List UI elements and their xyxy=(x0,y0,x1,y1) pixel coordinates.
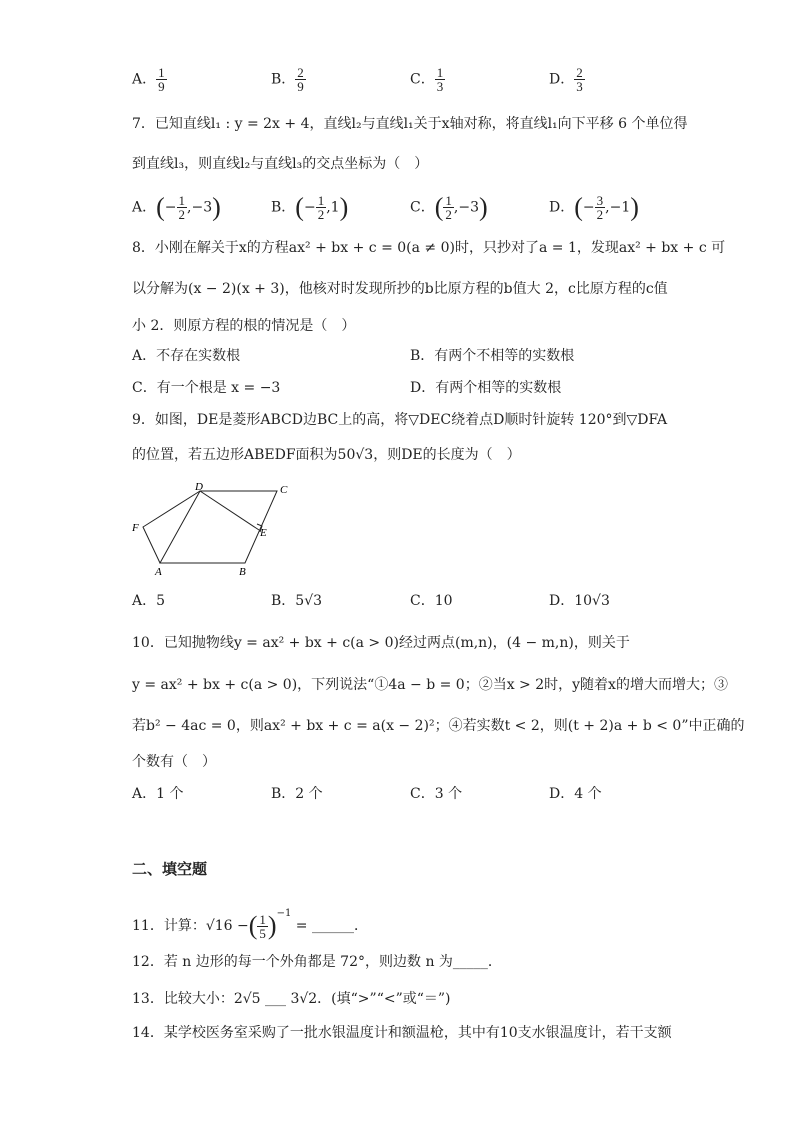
vertex-c-label: C xyxy=(280,484,288,496)
q9-rhombus-figure xyxy=(125,475,305,580)
q7-stem-line1: 7．已知直线l₁ : y = 2x + 4，直线l₂与直线l₁关于x轴对称，将直线l₁向下平移 6 个单位得 xyxy=(132,116,688,132)
q13-stem: 13．比较大小：2√5 ___ 3√2．(填“>”“<”或“＝”) xyxy=(132,991,451,1007)
q8-stem-line3: 小 2．则原方程的根的情况是（ ） xyxy=(132,318,356,334)
q11-stem: 11．计算：√16 −( $\frac{1}{5}$ )$^{-1}$ = ______． xyxy=(132,908,368,941)
q10-stem-line2: y = ax² + bx + c(a > 0)，下列说法“①4a − b = 0；②当x > 2时，y随着x的增大而增大；③ xyxy=(132,677,728,693)
q8-option-d: D．有两个相等的实数根 xyxy=(410,380,562,396)
vertex-d-label: D xyxy=(195,481,203,493)
q7-stem-line2: 到直线l₃，则直线l₂与直线l₃的交点坐标为（ ） xyxy=(132,156,429,172)
q7-option-b: B．(− $\frac{1}{2}$ ,1) xyxy=(271,192,349,222)
q6-option-c: C． $\frac{1}{3}$ xyxy=(410,65,444,94)
vertex-b-label: B xyxy=(239,566,246,578)
section-title-fill-in: 二、填空题 xyxy=(132,860,208,878)
q9-option-c: C．10 xyxy=(410,593,453,609)
q10-option-a: A．1 个 xyxy=(132,786,184,802)
q8-stem-line1: 8．小刚在解关于x的方程ax² + bx + c = 0(a ≠ 0)时，只抄对了a = 1，发现ax² + bx + c 可 xyxy=(132,240,726,256)
q10-option-b: B．2 个 xyxy=(271,786,323,802)
q7-option-a: A．(− $\frac{1}{2}$ ,−3) xyxy=(132,192,221,222)
q10-option-d: D．4 个 xyxy=(549,786,602,802)
vertex-e-label: E xyxy=(260,527,267,539)
vertex-a-label: A xyxy=(155,566,162,578)
q8-option-a: A．不存在实数根 xyxy=(132,348,241,364)
q7-option-d: D．(− $\frac{3}{2}$ ,−1) xyxy=(549,192,639,222)
q14-stem: 14．某学校医务室采购了一批水银温度计和额温枪，其中有10支水银温度计，若干支额 xyxy=(132,1025,672,1041)
q9-option-a: A．5 xyxy=(132,593,166,609)
q10-stem-line3: 若b² − 4ac = 0，则ax² + bx + c = a(x − 2)²；④若实数t < 2，则(t + 2)a + b < 0”中正确的 xyxy=(132,718,745,734)
q9-stem-line2: 的位置，若五边形ABEDF面积为50√3，则DE的长度为（ ） xyxy=(132,447,521,463)
q10-stem-line4: 个数有（ ） xyxy=(132,754,216,770)
q9-stem-line1: 9．如图，DE是菱形ABCD边BC上的高，将▽DEC绕着点D顺时针旋转 120°到▽DFA xyxy=(132,412,668,428)
q9-option-d: D．10√3 xyxy=(549,593,610,609)
q6-option-b: B． $\frac{2}{9}$ xyxy=(271,65,304,94)
q6-option-d: D． $\frac{2}{3}$ xyxy=(549,65,583,94)
q7-option-c: C．( $\frac{1}{2}$ ,−3) xyxy=(410,192,488,222)
vertex-f-label: F xyxy=(132,522,139,534)
q12-stem: 12．若 n 边形的每一个外角都是 72°，则边数 n 为_____． xyxy=(132,954,502,970)
q8-option-c: C．有一个根是 x = −3 xyxy=(132,380,281,396)
q10-stem-line1: 10．已知抛物线y = ax² + bx + c(a > 0)经过两点(m,n)，(4 − m,n)，则关于 xyxy=(132,635,630,651)
q8-option-b: B．有两个不相等的实数根 xyxy=(410,348,575,364)
q9-option-b: B．5√3 xyxy=(271,593,323,609)
q8-stem-line2: 以分解为(x − 2)(x + 3)，他核对时发现所抄的b比原方程的b值大 2，c比原方程的c值 xyxy=(132,281,668,297)
q10-option-c: C．3 个 xyxy=(410,786,463,802)
q6-option-a: A． $\frac{1}{9}$ xyxy=(132,65,165,94)
